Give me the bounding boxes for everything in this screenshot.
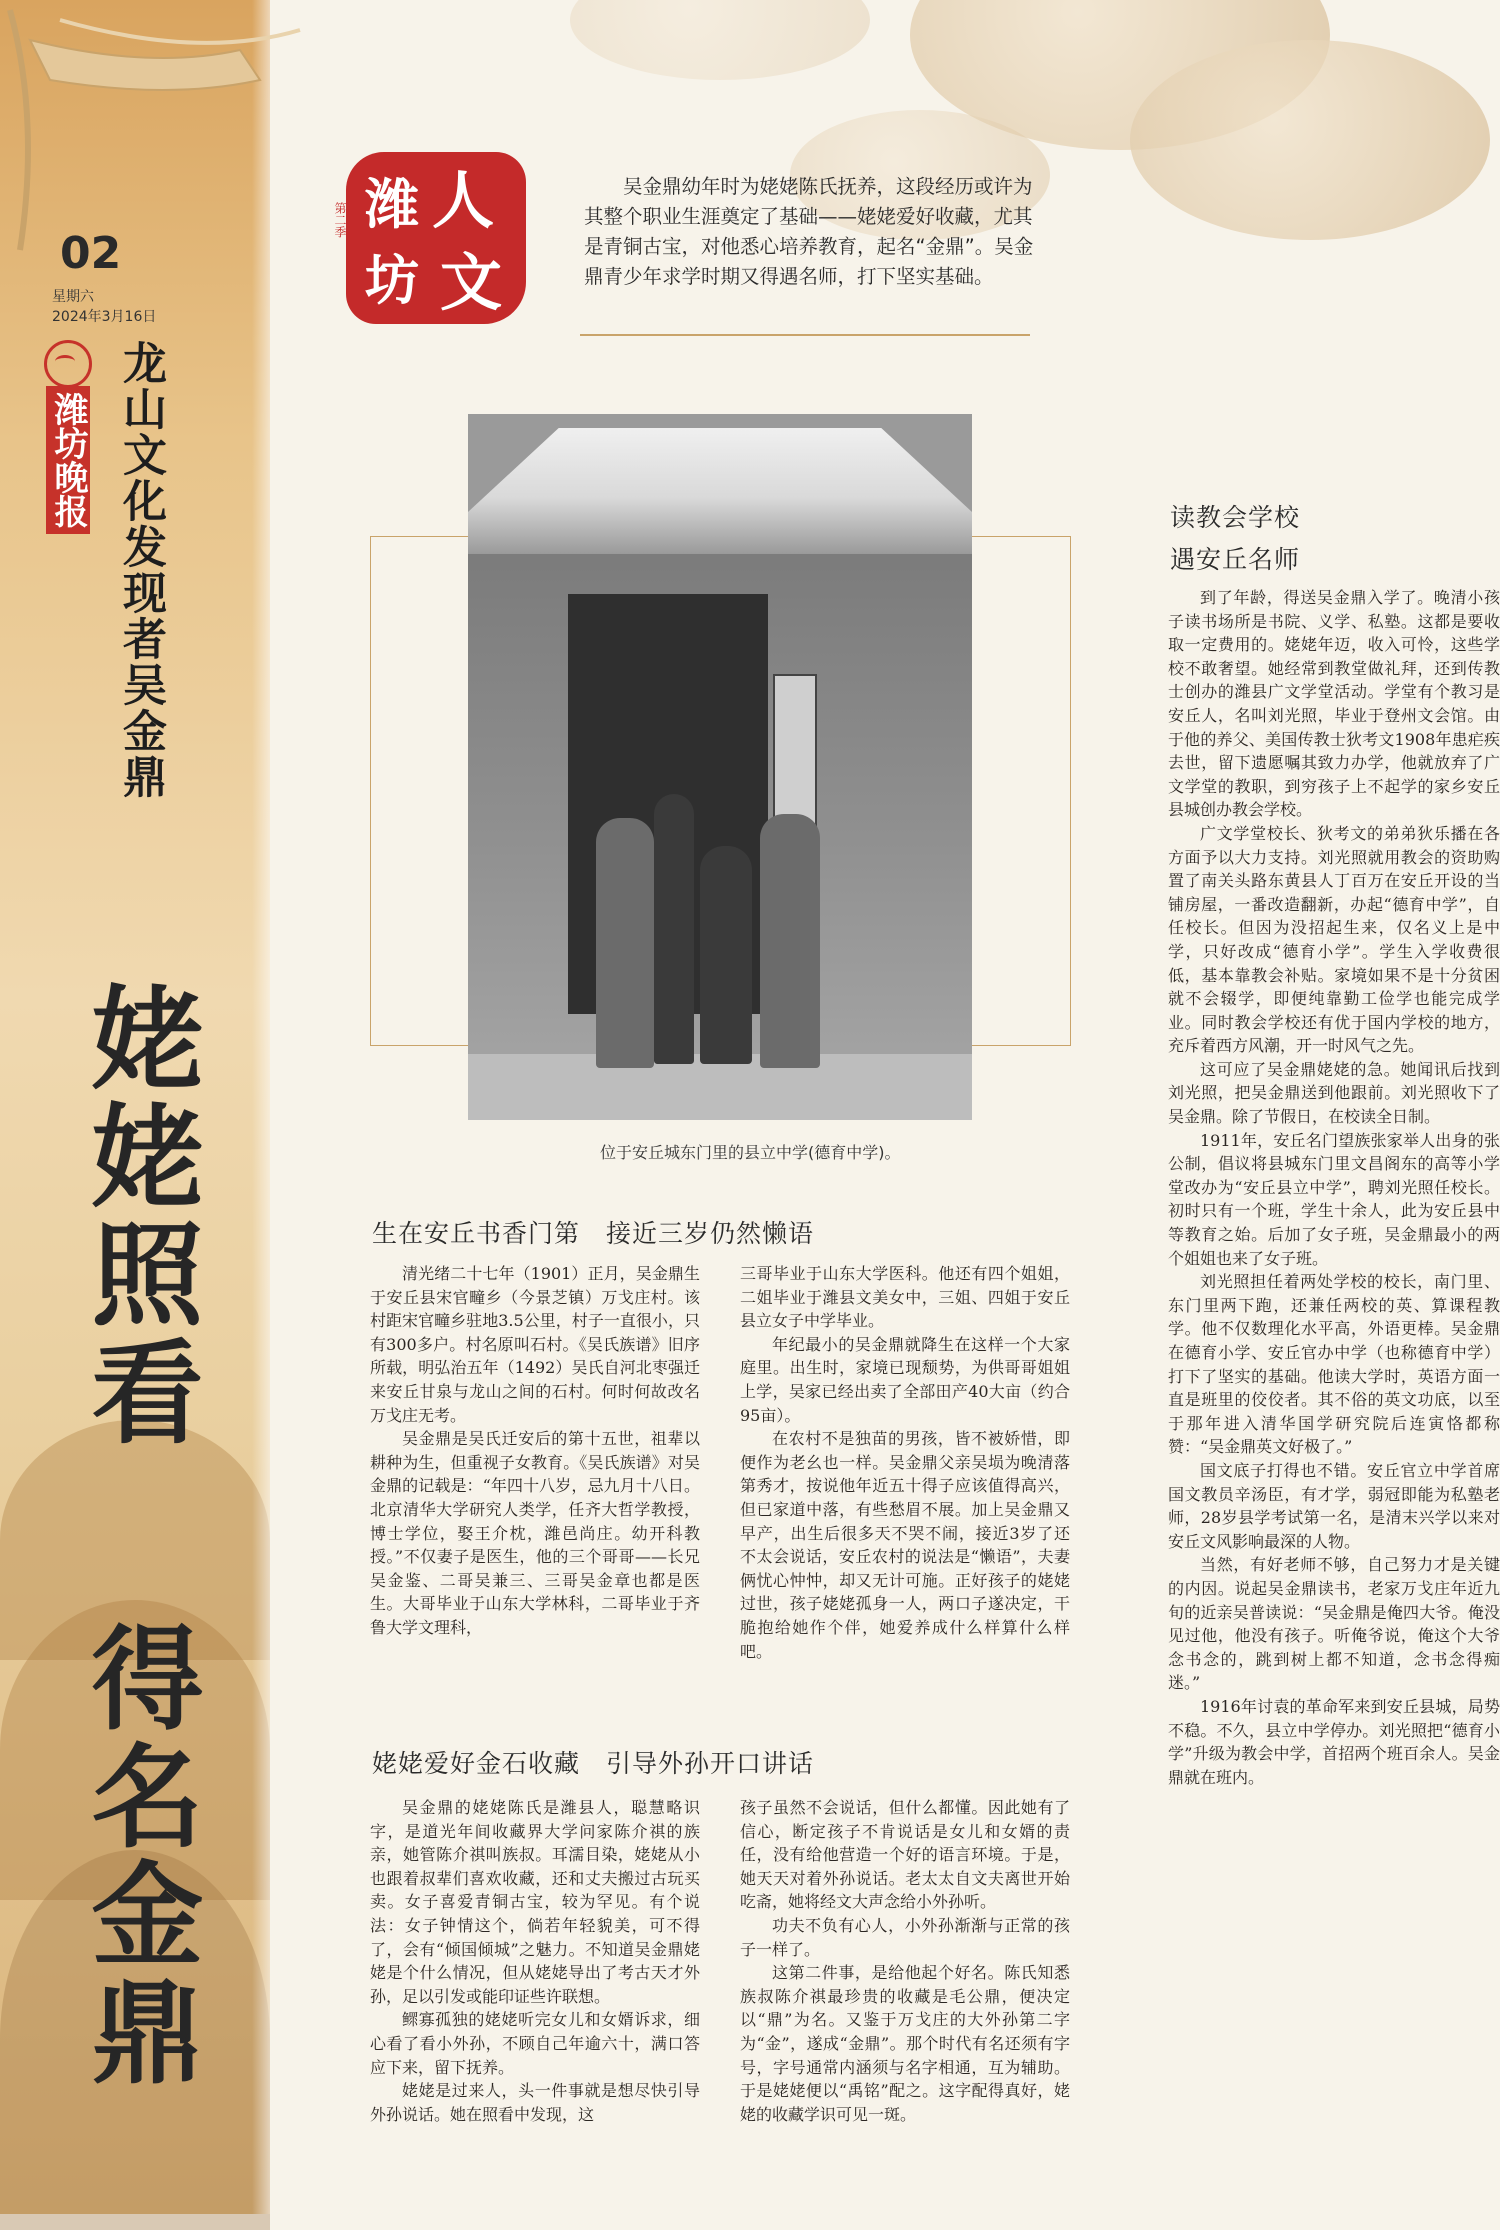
paragraph: 广文学堂校长、狄考文的弟弟狄乐播在各方面予以大力支持。刘光照就用教会的资助购置了南关头路东黄县人丁百万在安丘开设的当铺房屋，一番改造翻新，办起“德育中学”，自任校长。但因为没招起生来，仅名义上是中学，只好改成“德育小学”。学生入学收费很低，基本靠教会补贴。家境如果不是十分贫困就不会辍学，即便纯靠勤工俭学也能完成学业。同时教会学校还有优于国内学校的地方，充斥着西方风潮，开一时风气之先。	[1168, 823, 1500, 1056]
column-seal	[333, 152, 526, 324]
paragraph: 孩子虽然不会说话，但什么都懂。因此她有了信心，断定孩子不肯说话是女儿和女婿的责任，没有给他营造一个好的语言环境。于是，她天天对着外孙说话。老太太自文夫离世开始吃斋，她将经文大声念给小外孙听。	[740, 1798, 1070, 1912]
intro-text: 吴金鼎幼年时为姥姥陈氏抚养，这段经历或许为其整个职业生涯奠定了基础——姥姥爱好收藏，尤其是青铜古宝，对他悉心培养教育，起名“金鼎”。吴金鼎青少年求学时期又得遇名师，打下坚实基础。	[584, 175, 1034, 288]
page-number: 02	[60, 228, 122, 279]
paragraph: 国文底子打得也不错。安丘官立中学首席国文教员辛汤臣，有才学，弱冠即能为私塾老师，28岁县学考试第一名，是清末兴学以来对安丘文风影响最深的人物。	[1168, 1460, 1500, 1551]
article-column	[1168, 586, 1500, 1789]
paragraph: 1911年，安丘名门望族张家举人出身的张公制，倡议将县城东门里文昌阁东的高等小学堂改办为“安丘县立中学”，聘刘光照任校长。初时只有一个班，学生十余人，此为安丘县中等教育之始。后加了女子班，吴金鼎最小的两个姐姐也来了女子班。	[1168, 1130, 1500, 1268]
newspaper-logo-icon	[44, 340, 92, 388]
section-heading: 读教会学校	[1170, 503, 1301, 532]
paragraph: 在农村不是独苗的男孩，皆不被娇惜，即便作为老幺也一样。吴金鼎父亲吴埙为晚清落第秀才，按说他年近五十得子应该值得高兴，但已家道中落，有些愁眉不展。加上吴金鼎又早产，出生后很多天不哭不闹，接近3岁了还不太会说话，安丘农村的说法是“懒语”，夫妻俩忧心忡忡，却又无计可施。正好孩子的姥姥过世，孩子姥姥孤身一人，两口子遂决定，干脆抱给她作个伴，她爱养成什么样算什么样吧。	[740, 1429, 1070, 1661]
series-title: 龙山文化发现者吴金鼎	[115, 340, 166, 800]
person-figure	[654, 794, 694, 1064]
section-heading: 遇安丘名师	[1170, 545, 1301, 574]
person-figure	[596, 818, 654, 1068]
paragraph: 刘光照担任着两处学校的校长，南门里、东门里两下跑，还兼任两校的英、算课程教学。他不仅数理化水平高，外语更棒。吴金鼎在德育小学、安丘官办中学（也称德育中学）打下了坚实的基础。他读大学时，英语方面一直是班里的佼佼者。其不俗的英文功底，以至于那年进入清华国学研究院后连寅恪都称赞：“吴金鼎英文好极了。”	[1168, 1272, 1500, 1457]
headline-line-1: 姥姥照看	[73, 980, 203, 1452]
photo-frame	[970, 536, 1071, 1046]
paragraph: 到了年龄，得送吴金鼎入学了。晚清小孩子读书场所是书院、义学、私塾。这都是要收取一定费用的。姥姥年迈，收入可怜，这些学校不敢奢望。她经常到教堂做礼拜，还到传教士创办的潍县广文学堂活动。学堂有个教习是安丘人，名叫刘光照，毕业于登州文会馆。由于他的养父、美国传教士狄考文1908年患疟疾去世，留下遗愿嘱其致力办学，他就放弃了广文学堂的教职，到穷孩子上不起学的家乡安丘县城创办教会学校。	[1168, 588, 1500, 820]
paragraph: 这可应了吴金鼎姥姥的急。她闻讯后找到刘光照，把吴金鼎送到他跟前。刘光照收下了吴金鼎。除了节假日，在校读全日制。	[1168, 1059, 1500, 1127]
newspaper-name: 潍坊晚报	[46, 386, 90, 534]
article-column	[370, 1262, 700, 1640]
paragraph: 这第二件事，是给他起个好名。陈氏知悉族叔陈介祺最珍贵的收藏是毛公鼎，便决定以“鼎”为名。又鉴于万戈庄的大外孙第二字为“金”，遂成“金鼎”。那个时代有名还须有字号，字号通常内涵须与名字相通，互为辅助。于是姥姥便以“禹铭”配之。这字配得真好，姥姥的收藏学识可见一斑。	[740, 1963, 1070, 2124]
article-column	[740, 1796, 1070, 2126]
paragraph: 年纪最小的吴金鼎就降生在这样一个大家庭里。出生时，家境已现颓势，为供哥哥姐姐上学，吴家已经出卖了全部田产40大亩（约合95亩）。	[740, 1334, 1070, 1425]
paragraph: 当然，有好老师不够，自己努力才是关键的内因。说起吴金鼎读书，老家万戈庄年近九旬的近亲吴普读说：“吴金鼎是俺四大爷。俺没见过他，他没有孩子。听俺爷说，俺这个大爷念书念的，跳到树上都不知道，念书念得痴迷。”	[1168, 1555, 1500, 1693]
section-heading: 姥姥爱好金石收藏 引导外孙开口讲话	[372, 1749, 815, 1778]
article-column	[740, 1262, 1070, 1663]
issue-date: 2024年3月16日	[52, 309, 157, 325]
paragraph: 吴金鼎是吴氏迁安后的第十五世，祖辈以耕种为生，但重视子女教育。《吴氏族谱》对吴金鼎的记载是：“年四十八岁，忌九月十八日。北京清华大学研究人类学，任齐大哲学教授，博士学位，娶王介枕，潍邑尚庄。幼开科教授。”不仅妻子是医生，他的三个哥哥——长兄吴金鉴、二哥吴兼三、三哥吴金章也都是医生。大哥毕业于山东大学林科，二哥毕业于齐鲁大学文理科，	[370, 1429, 700, 1637]
photo-frame	[370, 536, 471, 1046]
seal-char: 人	[431, 163, 494, 237]
section-heading: 生在安丘书香门第 接近三岁仍然懒语	[372, 1219, 815, 1248]
paragraph: 1916年讨袁的革命军来到安丘县城，局势不稳。不久，县立中学停办。刘光照把“德育小学”升级为教会中学，首招两个班百余人。吴金鼎就在班内。	[1168, 1696, 1500, 1787]
person-figure	[700, 846, 752, 1064]
paragraph: 鳏寡孤独的姥姥听完女儿和女婿诉求，细心看了看小外孙，不顾自己年逾六十，满口答应下来，留下抚养。	[370, 2010, 700, 2077]
article-column	[370, 1796, 700, 2126]
paragraph: 功夫不负有心人，小外孙渐渐与正常的孩子一样了。	[740, 1915, 1070, 1959]
series-number: 第二季	[333, 202, 347, 238]
paragraph: 吴金鼎的姥姥陈氏是潍县人，聪慧略识字，是道光年间收藏界大学问家陈介祺的族亲，她管陈介祺叫族叔。耳濡目染，姥姥从小也跟着叔辈们喜欢收藏，还和丈夫搬过古玩买卖。女子喜爱青铜古宝，较为罕见。有个说法：女子钟情这个，倘若年轻貌美，可不得了，会有“倾国倾城”之魅力。不知道吴金鼎姥姥是个什么情况，但从姥姥导出了考古天才外孙，足以引发或能印证些许联想。	[370, 1798, 700, 2006]
person-figure	[760, 814, 820, 1068]
photo-caption: 位于安丘城东门里的县立中学(德育中学)。	[600, 1143, 901, 1162]
seal-char: 文	[439, 245, 502, 319]
seal-char: 坊	[365, 248, 419, 312]
divider	[580, 334, 1030, 336]
headline-line-2: 得名金鼎	[73, 1620, 203, 2092]
paragraph: 清光绪二十七年（1901）正月，吴金鼎生于安丘县宋官疃乡（今景芝镇）万戈庄村。该村距宋官疃乡驻地3.5公里，村子一直很小，只有300多户。村名原叫石村。《吴氏族谱》旧序所载，明弘治五年（1492）吴氏自河北枣强迁来安丘甘泉与龙山之间的石村。何时何故改名万戈庄无考。	[370, 1264, 700, 1425]
seal-char: 潍	[365, 172, 419, 236]
paragraph: 姥姥是过来人，头一件事就是想尽快引导外孙说话。她在照看中发现，这	[370, 2081, 700, 2124]
issue-weekday: 星期六	[52, 289, 94, 305]
historic-photo	[468, 414, 972, 1120]
paragraph: 三哥毕业于山东大学医科。他还有四个姐姐，二姐毕业于潍县文美女中，三姐、四姐于安丘县立女子中学毕业。	[740, 1264, 1070, 1331]
